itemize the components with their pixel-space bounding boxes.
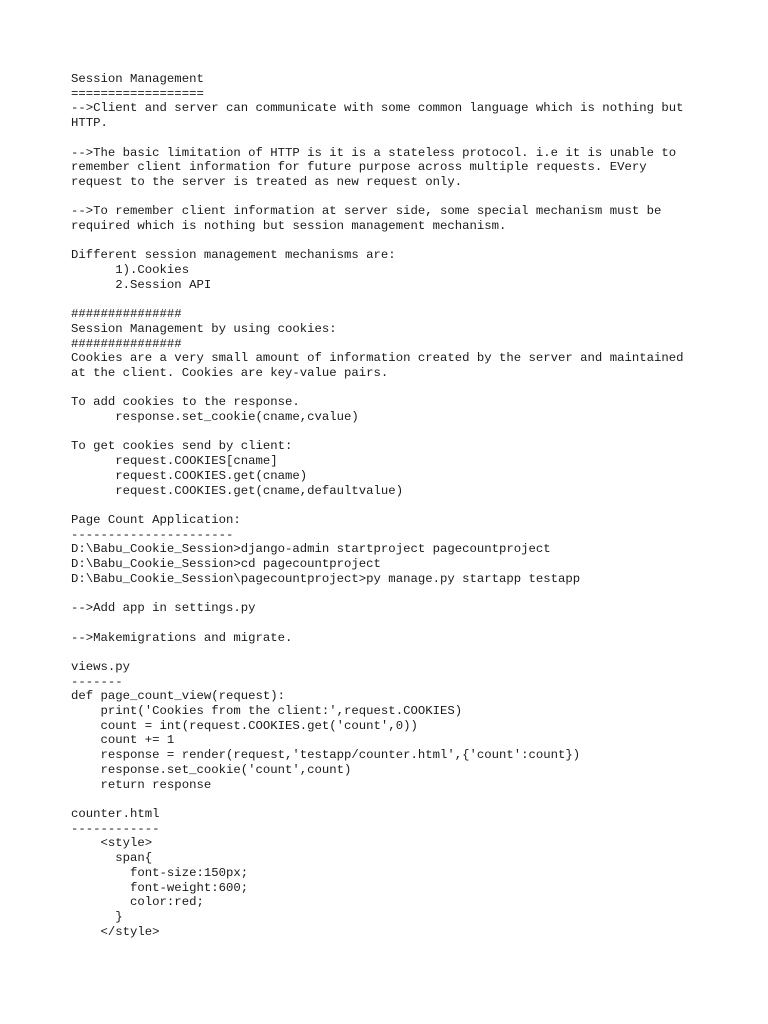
document-line: font-size:150px;: [71, 865, 249, 880]
document-line: To get cookies send by client:: [71, 439, 293, 454]
document-line: HTTP.: [71, 116, 108, 131]
document-line: [71, 792, 751, 807]
document-line: [71, 234, 751, 249]
document-line: span{: [71, 851, 153, 866]
document-line: response = render(request,'testapp/counter.html',{'count':count}): [71, 748, 581, 763]
document-line: print('Cookies from the client:',request.COOKIES): [71, 704, 463, 719]
document-line: ------------: [71, 821, 160, 836]
document-line: -->Add app in settings.py: [71, 601, 256, 616]
document-line: response.set_cookie(cname,cvalue): [71, 410, 359, 425]
document-line: Cookies are a very small amount of information created by the server and maintained: [71, 351, 684, 366]
document-line: count = int(request.COOKIES.get('count',0)): [71, 718, 418, 733]
document-line: return response: [71, 777, 212, 792]
document-line: D:\Babu_Cookie_Session>cd pagecountproject: [71, 557, 381, 572]
document-line: required which is nothing but session management mechanism.: [71, 219, 507, 233]
document-line: -->The basic limitation of HTTP is it is a stateless protocol. i.e it is unable to: [71, 145, 677, 160]
document-line: def page_count_view(request):: [71, 689, 286, 704]
document-line: ----------------------: [71, 527, 234, 542]
document-line: request.COOKIES.get(cname): [71, 468, 308, 483]
document-line: Different session management mechanisms are:: [71, 248, 396, 263]
document-line: views.py: [71, 659, 131, 674]
document-line: [71, 498, 751, 513]
document-line: }: [71, 909, 123, 924]
document-line: [71, 293, 751, 308]
document-line: -->To remember client information at server side, some special mechanism must be: [71, 204, 662, 219]
document-line: D:\Babu_Cookie_Session>django-admin startproject pagecountproject: [71, 542, 551, 557]
document-line: [71, 190, 751, 205]
document-line: -->Makemigrations and migrate.: [71, 630, 293, 645]
document-line: Page Count Application:: [71, 512, 241, 527]
document-line: <style>: [71, 836, 153, 851]
document-line: [71, 425, 751, 440]
document-line: counter.html: [71, 806, 160, 821]
document-line: -->Client and server can communicate with some common language which is nothing but: [71, 101, 684, 116]
document-line: ###############: [71, 336, 182, 351]
document-line: request.COOKIES.get(cname,defaultvalue): [71, 483, 404, 498]
document-line: 1).Cookies: [71, 263, 190, 278]
document-body: [71, 72, 751, 939]
document-line: [71, 381, 751, 396]
document-line: ==================: [71, 86, 204, 101]
document-line: remember client information for future purpose across multiple requests. EVery: [71, 160, 647, 175]
document-line: at the client. Cookies are key-value pairs.: [71, 366, 389, 380]
document-line: count += 1: [71, 733, 175, 748]
document-line: [71, 587, 751, 602]
document-line: [71, 131, 751, 146]
document-line: request.COOKIES[cname]: [71, 454, 278, 469]
document-line: D:\Babu_Cookie_Session\pagecountproject>py manage.py startapp testapp: [71, 571, 581, 586]
document-line: 2.Session API: [71, 277, 212, 292]
document-line: color:red;: [71, 895, 204, 910]
document-line: -------: [71, 674, 123, 689]
document-line: request to the server is treated as new request only.: [71, 174, 463, 189]
document-line: Session Management: [71, 72, 204, 86]
document-line: </style>: [71, 924, 160, 939]
document-line: font-weight:600;: [71, 880, 249, 895]
document-line: To add cookies to the response.: [71, 395, 300, 410]
document-line: [71, 616, 751, 631]
document-line: response.set_cookie('count',count): [71, 762, 352, 777]
document-line: ###############: [71, 307, 182, 322]
document-line: [71, 645, 751, 660]
document-line: Session Management by using cookies:: [71, 321, 337, 336]
